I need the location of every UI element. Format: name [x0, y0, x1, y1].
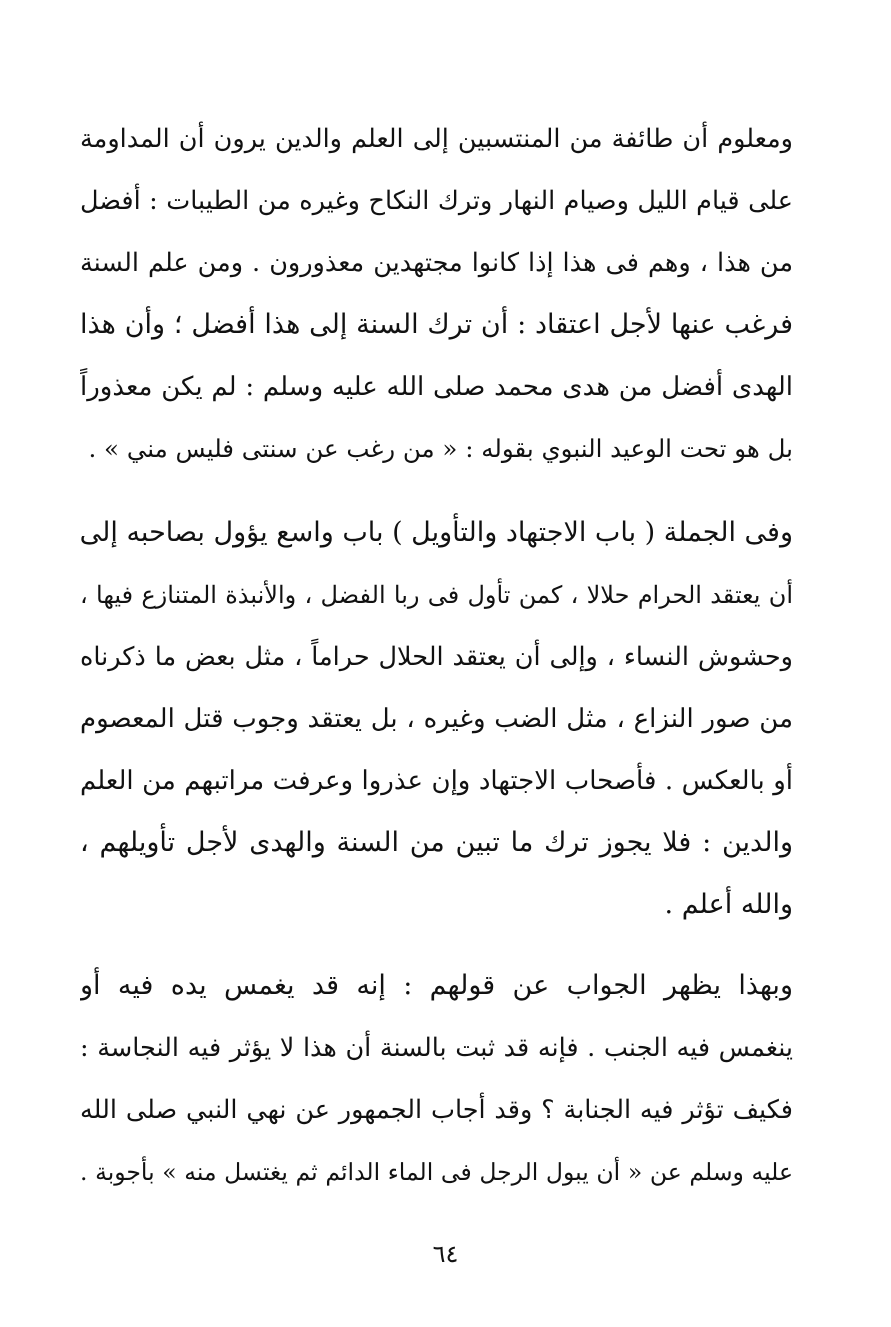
text-line: ينغمس فيه الجنب . فإنه قد ثبت بالسنة أن هذا لا يؤثر فيه النجاسة : [80, 1033, 793, 1063]
text-line: والدين : فلا يجوز ترك ما تبين من السنة والهدى لأجل تأويلهم ، [80, 827, 793, 858]
text-line: من صور النزاع ، مثل الضب وغيره ، بل يعتقد وجوب قتل المعصوم [80, 704, 793, 734]
text-line: أن يعتقد الحرام حلالا ، كمن تأول فى ربا الفضل ، والأنبذة المتنازع فيها ، [80, 581, 793, 609]
text-line: وحشوش النساء ، وإلى أن يعتقد الحلال حراماً ، مثل بعض ما ذكرناه [80, 642, 793, 672]
text-line: أو بالعكس . فأصحاب الاجتهاد وإن عذروا وعرفت مراتبهم من العلم [80, 766, 793, 796]
text-line: فرغب عنها لأجل اعتقاد : أن ترك السنة إلى هذا أفضل ؛ وأن هذا [80, 309, 793, 340]
text-line: بل هو تحت الوعيد النبوي بقوله : « من رغب عن سنتى فليس مني » . [88, 434, 793, 463]
page-number: ٦٤ [432, 1240, 459, 1268]
text-line: فكيف تؤثر فيه الجنابة ؟ وقد أجاب الجمهور عن نهي النبي صلى الله [80, 1095, 793, 1125]
text-line: على قيام الليل وصيام النهار وترك النكاح وغيره من الطيبات : أفضل [80, 186, 793, 216]
paragraph-2 [80, 502, 793, 936]
text-line: عليه وسلم عن « أن يبول الرجل فى الماء الدائم ثم يغتسل منه » بأجوبة . [80, 1158, 793, 1186]
paragraph-1 [80, 108, 793, 480]
text-line: ومعلوم أن طائفة من المنتسبين إلى العلم والدين يرون أن المداومة [80, 124, 793, 154]
text-line: وبهذا يظهر الجواب عن قولهم : إنه قد يغمس يده فيه أو [80, 970, 793, 1001]
text-line: وفى الجملة ( باب الاجتهاد والتأويل ) باب واسع يؤول بصاحبه إلى [80, 517, 793, 548]
text-line: من هذا ، وهم فى هذا إذا كانوا مجتهدين معذورون . ومن علم السنة [80, 248, 793, 278]
text-line: والله أعلم . [664, 889, 793, 920]
text-line: الهدى أفضل من هدى محمد صلى الله عليه وسلم : لم يكن معذوراً [80, 372, 793, 402]
paragraph-3 [80, 955, 793, 1203]
